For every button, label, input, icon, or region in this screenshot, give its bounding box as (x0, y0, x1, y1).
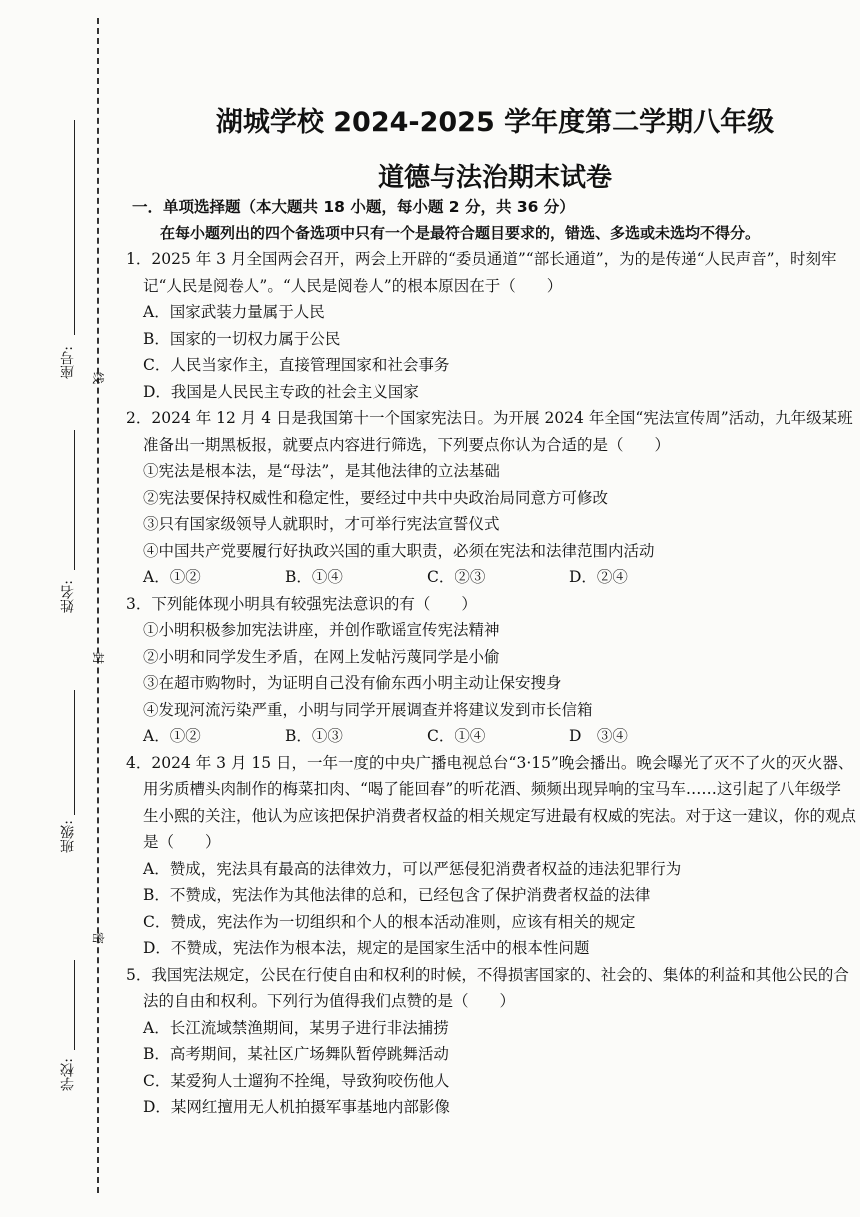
seat-label: 座号: (60, 346, 76, 379)
option-a: A．赞成，宪法具有最高的法律效力，可以严惩侵犯消费者权益的违法犯罪行为 (143, 859, 682, 878)
statement-3: ③只有国家级领导人就职时，才可举行宪法宣誓仪式 (143, 515, 500, 533)
question-stem: 3．下列能体现小明具有较强宪法意识的有（ ） (126, 594, 477, 613)
choice-row (126, 723, 856, 750)
statement-3: ③在超市购物时，为证明自己没有偷东西小明主动让保安搜身 (143, 674, 562, 692)
binding-mark-xian: 线 (92, 370, 105, 385)
choice-c: C．①④ (427, 727, 486, 745)
option-c: C．人民当家作主，直接管理国家和社会事务 (143, 356, 450, 374)
question-2 (126, 405, 856, 591)
option-d: D．我国是人民民主专政的社会主义国家 (143, 382, 419, 401)
option-d: D．某网红擅用无人机拍摄军事基地内部影像 (143, 1098, 450, 1116)
section-heading: 一．单项选择题（本大题共 18 小题，每小题 2 分，共 36 分） (132, 198, 575, 216)
choice-a: A．①② (143, 568, 201, 586)
statement-4: ④发现河流污染严重，小明与同学开展调查并将建议发到市长信箱 (143, 700, 593, 719)
choice-d: D ③④ (569, 727, 628, 745)
question-stem: 1．2025 年 3 月全国两会召开，两会上开辟的“委员通道”“部长通道”，为的是传递“人民声音”，时刻牢记“人民是阅卷人”。“人民是阅卷人”的根本原因在于（ ） (126, 250, 837, 295)
question-5 (126, 962, 856, 1121)
class-underline (74, 690, 75, 815)
option-d: D．不赞成，宪法作为根本法，规定的是国家生活中的根本性问题 (143, 939, 590, 957)
option-a: A．长江流域禁渔期间，某男子进行非法捕捞 (143, 1018, 449, 1037)
statement-1: ①小明积极参加宪法讲座，并创作歌谣宣传宪法精神 (143, 621, 500, 639)
choice-c: C．②③ (427, 568, 486, 586)
option-c: C．某爱狗人士遛狗不拴绳，导致狗咬伤他人 (143, 1071, 450, 1090)
name-label: 姓名: (60, 580, 76, 613)
statement-2: ②宪法要保持权威性和稳定性，要经过中共中央政治局同意方可修改 (143, 488, 609, 507)
name-underline (74, 430, 75, 570)
choice-d: D．②④ (569, 568, 628, 586)
question-stem: 4．2024 年 3 月 15 日，一年一度的中央广播电视总台“3·15”晚会播出。晚会曝光了灭不了火的灭火器、用劣质槽头肉制作的梅菜扣肉、“喝了能回春”的听花酒、频频出现异响的宝马车……这引起了八年级学生小熙的关注，他认为应该把保护消费者权益的相关规定写进最有权威的宪法。对于这一建议，你的观点是（ ） (126, 753, 857, 851)
choice-b: B．①④ (285, 568, 343, 586)
option-a: A．国家武装力量属于人民 (143, 303, 325, 321)
question-stem: 2．2024 年 12 月 4 日是我国第十一个国家宪法日。为开展 2024 年全国“宪法宣传周”活动，九年级某班准备出一期黑板报，就要点内容进行筛选，下列要点你认为合适的是（ ） (126, 409, 853, 454)
seat-underline (74, 120, 75, 335)
option-b: B．高考期间，某社区广场舞队暂停跳舞活动 (143, 1045, 449, 1063)
choice-b: B．①③ (285, 727, 343, 745)
exam-subtitle: 道德与法治期末试卷 (377, 163, 612, 193)
exam-content (118, 194, 856, 1121)
class-label: 班级: (60, 820, 76, 853)
question-3 (126, 591, 856, 750)
section-instruction: 在每小题列出的四个备选项中只有一个是最符合题目要求的，错选、多选或未选均不得分。 (160, 224, 761, 242)
exam-title: 湖城学校 2024-2025 学年度第二学期八年级 (215, 107, 775, 138)
binding-mark-feng: 封 (92, 650, 105, 665)
option-c: C．赞成，宪法作为一切组织和个人的根本活动准则，应该有相关的规定 (143, 912, 636, 931)
statement-1: ①宪法是根本法，是“母法”，是其他法律的立法基础 (143, 462, 500, 480)
question-stem: 5．我国宪法规定，公民在行使自由和权利的时候，不得损害国家的、社会的、集体的利益和其他公民的合法的自由和权利。下列行为值得我们点赞的是（ ） (126, 965, 849, 1010)
question-1 (126, 246, 856, 405)
option-b: B．不赞成，宪法作为其他法律的总和，已经包含了保护消费者权益的法律 (143, 886, 651, 904)
option-b: B．国家的一切权力属于公民 (143, 329, 341, 348)
binding-mark-mi: 密 (92, 930, 105, 945)
school-underline (74, 960, 75, 1050)
statement-4: ④中国共产党要履行好执政兴国的重大职责，必须在宪法和法律范围内活动 (143, 541, 655, 560)
choice-a: A．①② (143, 727, 201, 745)
choice-row (126, 564, 856, 591)
question-4 (126, 750, 856, 962)
binding-dashed-line (97, 18, 99, 1193)
school-label: 学校: (60, 1058, 76, 1091)
statement-2: ②小明和同学发生矛盾，在网上发帖污蔑同学是小偷 (143, 647, 500, 666)
